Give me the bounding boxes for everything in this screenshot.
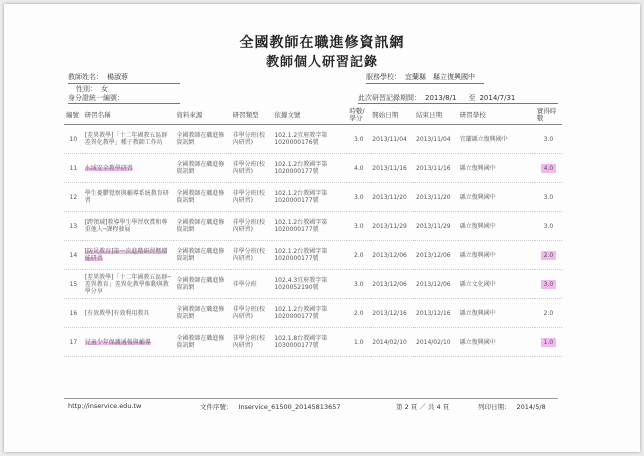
- column-header: 研習學校: [458, 106, 535, 125]
- cell-no-text: 14: [69, 251, 78, 259]
- table-row: [64, 125, 562, 154]
- serial-label: 文件序號：: [200, 403, 233, 411]
- cell-earned: [535, 154, 562, 183]
- cell-start-text: 2014/02/10: [372, 338, 407, 346]
- cell-no: [64, 212, 83, 241]
- cell-name-text: [跨領域]教導學生學習欣賞和尊重他人─課程發展: [84, 219, 168, 233]
- cell-source-text: 全國教師在職進修資訊網: [176, 132, 225, 146]
- cell-school: [458, 328, 535, 357]
- id-row: [68, 93, 128, 103]
- cell-name-text: 兒童少年保護通報與輔導: [84, 338, 151, 346]
- column-header: 結束日期: [414, 106, 458, 125]
- cell-school: [458, 154, 535, 183]
- cell-start-text: 2013/11/20: [372, 193, 407, 201]
- column-header: 實得時數: [535, 106, 562, 125]
- cell-type: [231, 241, 273, 270]
- cell-end-text: 2013/12/16: [416, 309, 451, 317]
- cell-hours: [347, 212, 370, 241]
- footer-page: 第 2 頁 ／ 共 4 頁: [396, 403, 450, 411]
- column-header: 研習名稱: [83, 106, 175, 125]
- cell-type: [231, 299, 273, 328]
- cell-source-text: 全國教師在職進修資訊網: [176, 335, 225, 349]
- cell-hours: [347, 299, 370, 328]
- cell-hours-text: 3.0: [354, 222, 364, 230]
- cell-source-text: 全國教師在職進修資訊網: [176, 190, 225, 204]
- cell-name-text: [有效教學]有效利用教具: [84, 309, 150, 317]
- cell-school: [458, 270, 535, 299]
- cell-name: [83, 328, 175, 357]
- cell-source: [174, 154, 230, 183]
- cell-type-text: 非學分班(校內研習): [232, 219, 266, 233]
- document-title: 全國教師在職進修資訊網: [239, 35, 405, 51]
- cell-source: [174, 241, 230, 270]
- cell-school-text: 縣立復興國中: [459, 309, 496, 317]
- cell-source: [174, 270, 230, 299]
- cell-end-text: 2013/12/06: [416, 251, 451, 259]
- cell-type: [231, 328, 273, 357]
- cell-no: [64, 154, 83, 183]
- cell-type: [231, 154, 273, 183]
- cell-no: [64, 270, 83, 299]
- cell-doc-text: 102.1.2台教國字第1020000177號: [274, 161, 328, 175]
- period-label: 此次研習記錄期間：: [358, 94, 421, 102]
- print-date-label: 列印日期：: [478, 403, 511, 411]
- cell-hours: [347, 154, 370, 183]
- cell-type: [231, 270, 273, 299]
- footer-print-date: [478, 402, 546, 411]
- cell-type: [231, 183, 273, 212]
- cell-hours: [347, 125, 370, 154]
- cell-no: [64, 183, 83, 212]
- cell-start: [370, 270, 414, 299]
- cell-school: [458, 125, 535, 154]
- cell-name-text: [差異教學]「十二年國教五區群─差異教育」差異化教學推動與教學分享: [84, 273, 172, 295]
- cell-end-text: 2013/11/20: [416, 193, 451, 201]
- cell-hours: [347, 328, 370, 357]
- serial-value: Inservice_61500_20145813657: [238, 403, 341, 411]
- cell-school-text: 縣立文化國中: [459, 280, 496, 288]
- cell-earned: [535, 328, 562, 357]
- cell-hours-text: 2.0: [354, 309, 364, 317]
- column-header: 時數/學分: [347, 106, 370, 125]
- table-row: [64, 241, 562, 270]
- cell-school-text: 縣立復興國中: [459, 222, 496, 230]
- table-row: [64, 154, 562, 183]
- cell-end: [414, 270, 458, 299]
- cell-end-text: 2013/11/16: [416, 164, 451, 172]
- footer-url: http://inservice.edu.tw: [68, 402, 142, 410]
- cell-hours-text: 3.0: [354, 135, 364, 143]
- table-row: [64, 270, 562, 299]
- teacher-name: 楊淑蓉: [107, 73, 128, 81]
- cell-doc: [272, 183, 347, 212]
- cell-source-text: 全國教師在職進修資訊網: [176, 248, 225, 262]
- cell-earned: [535, 125, 562, 154]
- cell-school: [458, 299, 535, 328]
- cell-doc: [272, 328, 347, 357]
- cell-source: [174, 328, 230, 357]
- cell-source: [174, 183, 230, 212]
- cell-doc-text: 102.4.3宜府教字第1020052190號: [274, 277, 328, 291]
- cell-start-text: 2013/11/04: [372, 135, 407, 143]
- cell-doc-text: 102.1.2台教國字第1020000177號: [274, 306, 328, 320]
- table-body: [64, 125, 562, 357]
- cell-no-text: 16: [69, 309, 78, 317]
- cell-no: [64, 328, 83, 357]
- cell-end: [414, 154, 458, 183]
- cell-end-text: 2013/11/04: [416, 135, 451, 143]
- column-header: 研習類型: [231, 106, 273, 125]
- cell-earned-text: 2.0: [543, 309, 554, 317]
- cell-type: [231, 212, 273, 241]
- cell-hours-text: 1.0: [354, 338, 364, 346]
- cell-doc: [272, 270, 347, 299]
- cell-name: [83, 241, 175, 270]
- cell-end: [414, 125, 458, 154]
- school-label: 服務學校：: [366, 73, 401, 81]
- cell-school: [458, 241, 535, 270]
- cell-earned: [535, 241, 562, 270]
- document-subtitle: 教師個人研習記錄: [265, 55, 378, 70]
- cell-source-text: 全國教師在職進修資訊網: [176, 219, 225, 233]
- cell-start: [370, 125, 414, 154]
- gender: 女: [101, 85, 108, 93]
- cell-end: [414, 212, 458, 241]
- cell-no-text: 12: [69, 193, 78, 201]
- cell-name: [83, 299, 175, 328]
- cell-doc-text: 102.1.2台教國字第1020000177號: [274, 190, 328, 204]
- cell-no-text: 10: [69, 135, 78, 143]
- cell-earned: [535, 299, 562, 328]
- teacher-name-row: [68, 72, 128, 82]
- cell-hours-text: 4.0: [354, 164, 364, 172]
- cell-school-text: 縣立復興國中: [459, 251, 496, 259]
- cell-school: [458, 212, 535, 241]
- cell-name-text: 水域安全教學研習: [84, 164, 133, 172]
- cell-start-text: 2013/11/16: [372, 164, 407, 172]
- school-value: 宜蘭縣 縣立復興國中: [405, 73, 475, 81]
- table-row: [64, 183, 562, 212]
- training-records-table: [64, 106, 562, 357]
- cell-no-text: 13: [69, 222, 78, 230]
- column-header: 依據文號: [272, 106, 347, 125]
- teacher-name-label: 教師姓名：: [68, 73, 103, 81]
- cell-start-text: 2013/12/06: [372, 251, 407, 259]
- footer-divider: [64, 398, 558, 399]
- footer-serial: [200, 402, 341, 411]
- cell-earned: [535, 183, 562, 212]
- cell-doc: [272, 241, 347, 270]
- cell-start-text: 2013/12/16: [372, 309, 407, 317]
- cell-doc-text: 102.1.8台教國字第1030000177號: [274, 335, 328, 349]
- cell-source-text: 全國教師在職進修資訊網: [176, 277, 225, 291]
- cell-doc-text: 102.1.2宜府教字第1020000176號: [274, 132, 328, 146]
- cell-name: [83, 183, 175, 212]
- cell-earned: [535, 212, 562, 241]
- cell-hours: [347, 241, 370, 270]
- column-header: 編號: [64, 106, 83, 125]
- school-row: [366, 72, 475, 82]
- cell-end: [414, 183, 458, 212]
- cell-end-text: 2014/02/10: [416, 338, 451, 346]
- cell-type-text: 非學分班(校內研習): [232, 190, 266, 204]
- cell-doc-text: 102.1.2台教國字第1020000177號: [274, 248, 328, 262]
- cell-name-text: [防災教育]第一次進階研習暨增能研習: [84, 248, 168, 262]
- cell-source: [174, 299, 230, 328]
- cell-type: [231, 125, 273, 154]
- cell-earned-text: 3.0: [543, 193, 554, 201]
- cell-start-text: 2013/11/29: [372, 222, 407, 230]
- cell-source: [174, 125, 230, 154]
- cell-school-text: 宜蘭縣立復興國中: [459, 135, 508, 143]
- period-to: 至: [468, 94, 476, 102]
- cell-start-text: 2013/12/06: [372, 280, 407, 288]
- cell-type-text: 非學分班(校內研習): [232, 161, 266, 175]
- period-row: [358, 93, 515, 103]
- cell-hours-text: 2.0: [354, 251, 364, 259]
- cell-earned-text: 3.0: [543, 222, 554, 230]
- cell-source: [174, 212, 230, 241]
- cell-start: [370, 154, 414, 183]
- cell-type-text: 非學分班(校內研習): [232, 248, 266, 262]
- column-header: 開始日期: [370, 106, 414, 125]
- column-header: 資料來源: [174, 106, 230, 125]
- cell-hours-text: 3.0: [354, 193, 364, 201]
- school-underline: [366, 83, 484, 84]
- cell-earned-text: 2.0: [541, 251, 557, 260]
- cell-no-text: 15: [69, 280, 78, 288]
- cell-no: [64, 125, 83, 154]
- cell-type-text: 非學分班(校內研習): [232, 335, 266, 349]
- cell-start: [370, 183, 414, 212]
- document-page: [4, 4, 640, 452]
- cell-doc: [272, 299, 347, 328]
- period-end: 2014/7/31: [479, 94, 516, 102]
- cell-name: [83, 154, 175, 183]
- cell-hours: [347, 183, 370, 212]
- cell-school-text: 縣立復興國中: [459, 164, 496, 172]
- cell-earned: [535, 270, 562, 299]
- table-header-row: [64, 106, 562, 125]
- id-underline: [68, 103, 180, 104]
- cell-source-text: 全國教師在職進修資訊網: [176, 161, 225, 175]
- cell-doc-text: 102.1.2台教國字第1020000177號: [274, 219, 328, 233]
- cell-end: [414, 299, 458, 328]
- cell-no: [64, 241, 83, 270]
- cell-school: [458, 183, 535, 212]
- gender-label: 性別：: [76, 85, 97, 93]
- cell-type-text: 非學分班(校內研習): [232, 132, 266, 146]
- cell-name-text: [差異教學]「十二年國教五區群差異化教學」種子教師工作坊: [84, 132, 168, 146]
- cell-no-text: 11: [69, 164, 78, 172]
- cell-start: [370, 299, 414, 328]
- cell-school-text: 縣立復興國中: [459, 193, 496, 201]
- table-row: [64, 212, 562, 241]
- cell-earned-text: 3.0: [543, 135, 554, 143]
- cell-earned-text: 1.0: [541, 338, 557, 347]
- cell-start: [370, 328, 414, 357]
- cell-doc: [272, 125, 347, 154]
- table-row: [64, 299, 562, 328]
- cell-type-text: 非學分班: [232, 280, 257, 288]
- cell-earned-text: 3.0: [541, 280, 557, 289]
- period-underline: [358, 103, 558, 104]
- cell-name: [83, 212, 175, 241]
- cell-name: [83, 125, 175, 154]
- print-date-value: 2014/5/8: [516, 403, 546, 411]
- cell-earned-text: 4.0: [541, 164, 557, 173]
- table-row: [64, 328, 562, 357]
- cell-doc: [272, 212, 347, 241]
- cell-type-text: 非學分班(校內研習): [232, 306, 266, 320]
- cell-no: [64, 299, 83, 328]
- cell-hours: [347, 270, 370, 299]
- cell-hours-text: 3.0: [354, 280, 364, 288]
- cell-source-text: 全國教師在職進修資訊網: [176, 306, 225, 320]
- period-start: 2013/8/1: [425, 94, 457, 102]
- cell-start: [370, 212, 414, 241]
- cell-name: [83, 270, 175, 299]
- cell-end-text: 2013/12/06: [416, 280, 451, 288]
- cell-name-text: 學生憂鬱覺察與輔導系統教育研習: [84, 190, 169, 204]
- cell-end-text: 2013/11/29: [416, 222, 451, 230]
- cell-school-text: 縣立復興國中: [459, 338, 496, 346]
- id-label: 身分證統一編號：: [68, 94, 124, 102]
- cell-end: [414, 328, 458, 357]
- cell-end: [414, 241, 458, 270]
- cell-doc: [272, 154, 347, 183]
- cell-no-text: 17: [69, 338, 78, 346]
- cell-start: [370, 241, 414, 270]
